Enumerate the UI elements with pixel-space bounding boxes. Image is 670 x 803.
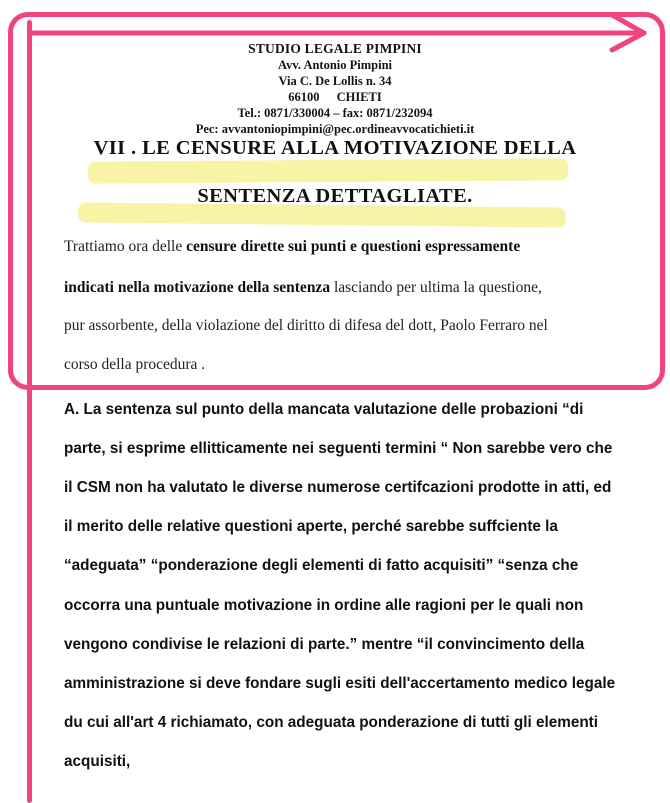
intro-line: corso della procedura .: [64, 356, 206, 373]
section-a-line: du cui all'art 4 richiamato, con adeguata ponderazione di tutti gli elementi: [64, 714, 599, 731]
section-a-line: il CSM non ha valutato le diverse numerose certifcazioni prodotte in atti, ed: [64, 479, 612, 496]
section-a-line: A. La sentenza sul punto della mancata valutazione delle probazioni “di: [64, 401, 584, 418]
intro-bold-text: censure dirette sui punti e questioni espressamente: [186, 238, 521, 255]
section-a-line: amministrazione si deve fondare sugli esiti dell'accertamento medico legale: [64, 675, 616, 692]
section-title-line-1: VII . LE CENSURE ALLA MOTIVAZIONE DELLA: [93, 137, 577, 159]
city: CHIETI: [336, 90, 382, 104]
phone-fax: Tel.: 0871/330004 – fax: 0871/232094: [237, 106, 433, 120]
section-a-line: occorra una puntuale motivazione in ordine alle ragioni per le quali non: [64, 597, 584, 614]
postal-code: 66100: [288, 90, 320, 104]
section-a-line: acquisiti,: [64, 753, 131, 770]
section-a-line: vengono condivise le relazioni di parte.” mentre “il convincimento della: [64, 636, 585, 653]
intro-bold-text: indicati nella motivazione della sentenza: [64, 279, 331, 296]
street-address: Via C. De Lollis n. 34: [278, 74, 392, 88]
pec-email: Pec: avvantoniopimpini@pec.ordineavvocatichieti.it: [195, 122, 475, 136]
intro-text: lasciando per ultima la questione,: [330, 279, 542, 296]
section-a-line: “adeguata” “ponderazione degli elementi di fatto acquisiti” “senza che: [64, 557, 579, 574]
section-a-line: parte, si esprime ellitticamente nei seguenti termini “ Non sarebbe vero che: [64, 440, 613, 457]
section-a-line: il merito delle relative questioni aperte, perché sarebbe suffciente la: [64, 518, 558, 535]
section-title-line-2: SENTENZA DETTAGLIATE.: [197, 185, 473, 207]
intro-text: Trattiamo ora delle: [64, 238, 187, 255]
lawyer-name: Avv. Antonio Pimpini: [277, 58, 393, 72]
intro-line: pur assorbente, della violazione del diritto di difesa del dott, Paolo Ferraro nel: [64, 317, 548, 334]
firm-name: STUDIO LEGALE PIMPINI: [248, 41, 422, 56]
